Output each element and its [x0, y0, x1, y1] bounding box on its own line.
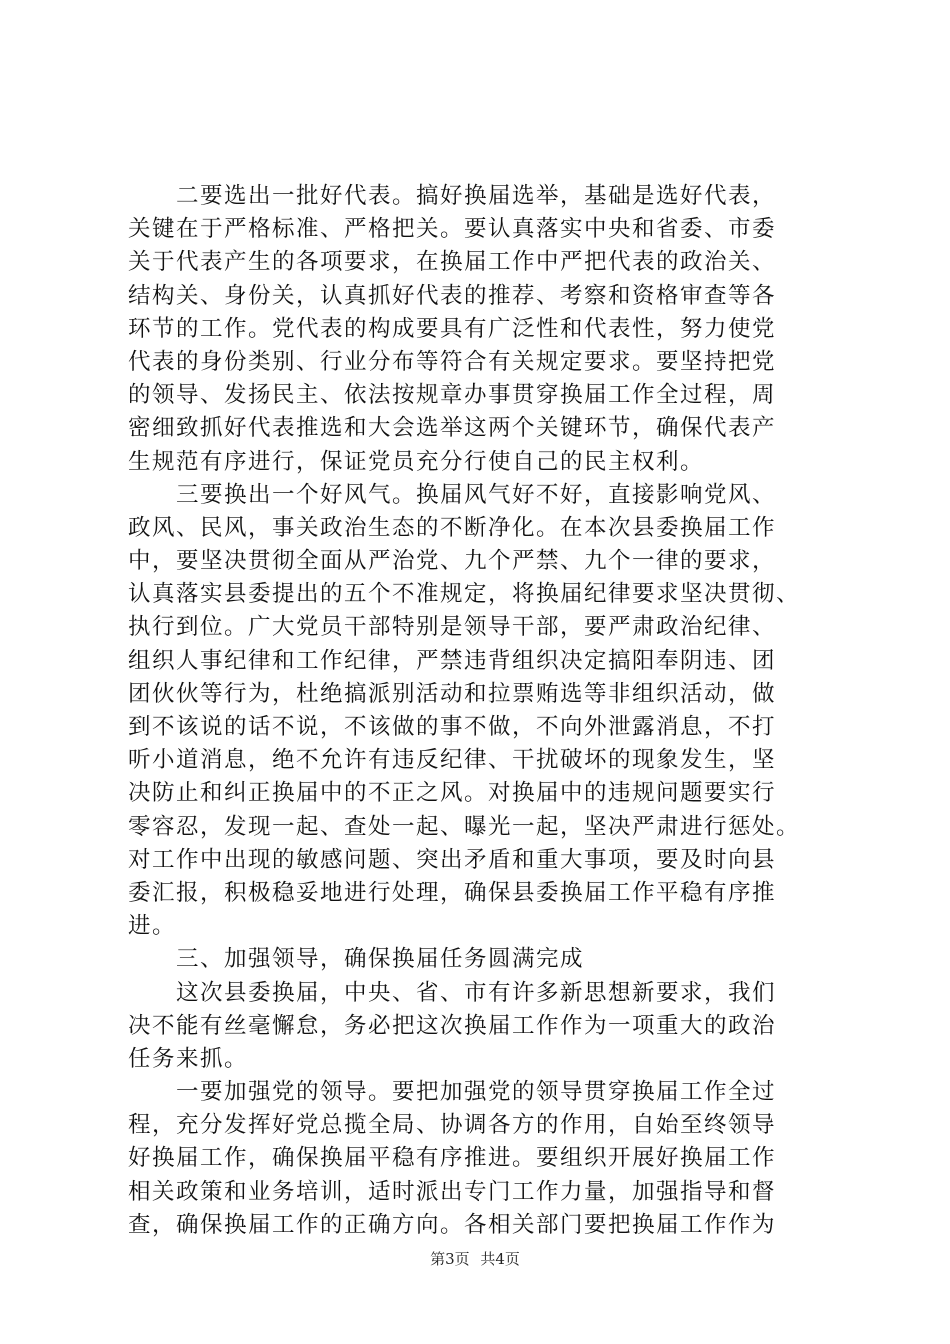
- text-line: 环节的工作。党代表的构成要具有广泛性和代表性，努力使党: [128, 315, 777, 342]
- page-footer: [0, 1249, 950, 1269]
- text-line: 零容忍，发现一起、查处一起、曝光一起，坚决严肃进行惩处。: [128, 813, 801, 840]
- page-total: 共4页: [480, 1250, 520, 1268]
- text-line: 决防止和纠正换届中的不正之风。对换届中的违规问题要实行: [128, 780, 777, 807]
- text-line: 执行到位。广大党员干部特别是领导干部，要严肃政治纪律、: [128, 614, 777, 641]
- text-line: 进。: [128, 913, 177, 940]
- text-line: 认真落实县委提出的五个不准规定，将换届纪律要求坚决贯彻、: [128, 581, 801, 608]
- text-line: 对工作中出现的敏感问题、突出矛盾和重大事项，要及时向县: [128, 846, 777, 873]
- text-line: 三、加强领导，确保换届任务圆满完成: [176, 946, 585, 973]
- text-line: 程，充分发挥好党总揽全局、协调各方的作用，自始至终领导: [128, 1112, 777, 1139]
- text-line: 生规范有序进行，保证党员充分行使自己的民主权利。: [128, 448, 705, 475]
- text-line: 三要换出一个好风气。换届风气好不好，直接影响党风、: [176, 481, 777, 508]
- text-line: 一要加强党的领导。要把加强党的领导贯穿换届工作全过: [176, 1079, 777, 1106]
- text-line: 到不该说的话不说，不该做的事不做，不向外泄露消息，不打: [128, 714, 777, 740]
- text-line: 这次县委换届，中央、省、市有许多新思想新要求，我们: [176, 979, 777, 1006]
- text-line: 密细致抓好代表推选和大会选举这两个关键环节，确保代表产: [128, 415, 777, 442]
- text-line: 团伙伙等行为，杜绝搞派别活动和拉票贿选等非组织活动，做: [128, 680, 777, 707]
- text-line: 的领导、发扬民主、依法按规章办事贯穿换届工作全过程，周: [128, 382, 777, 409]
- text-line: 相关政策和业务培训，适时派出专门工作力量，加强指导和督: [128, 1178, 777, 1205]
- text-line: 任务来抓。: [128, 1045, 249, 1072]
- text-line: 委汇报，积极稳妥地进行处理，确保县委换届工作平稳有序推: [128, 879, 777, 906]
- text-line: 关于代表产生的各项要求，在换届工作中严把代表的政治关、: [128, 249, 777, 276]
- text-line: 决不能有丝毫懈怠，务必把这次换届工作作为一项重大的政治: [128, 1012, 777, 1039]
- text-line: 关键在于严格标准、严格把关。要认真落实中央和省委、市委: [128, 216, 777, 243]
- text-line: 二要选出一批好代表。搞好换届选举，基础是选好代表，: [176, 183, 777, 209]
- text-line: 政风、民风，事关政治生态的不断净化。在本次县委换届工作: [128, 514, 777, 541]
- text-line: 代表的身份类别、行业分布等符合有关规定要求。要坚持把党: [128, 348, 777, 375]
- text-line: 中，要坚决贯彻全面从严治党、九个严禁、九个一律的要求，: [128, 548, 777, 575]
- document-body: [128, 180, 830, 1242]
- text-line: 查，确保换届工作的正确方向。各相关部门要把换届工作作为: [128, 1211, 777, 1238]
- text-line: 组织人事纪律和工作纪律，严禁违背组织决定搞阳奉阴违、团: [128, 647, 777, 674]
- text-line: 听小道消息，绝不允许有违反纪律、干扰破坏的现象发生，坚: [128, 747, 777, 774]
- text-line: 好换届工作，确保换届平稳有序推进。要组织开展好换届工作: [128, 1145, 777, 1172]
- page-number: 第3页: [430, 1250, 470, 1268]
- text-line: 结构关、身份关，认真抓好代表的推荐、考察和资格审查等各: [128, 282, 777, 309]
